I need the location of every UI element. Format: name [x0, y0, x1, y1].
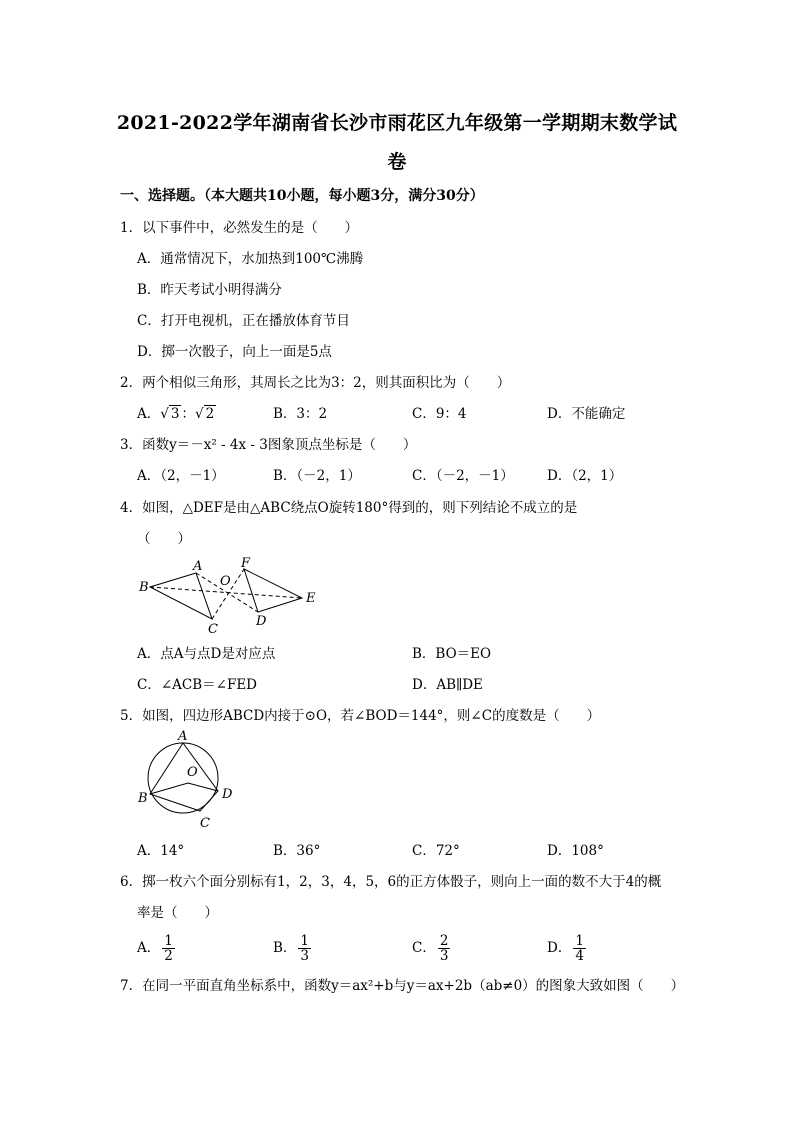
numerator: 2	[439, 933, 449, 949]
option-b: B．3：2	[273, 406, 328, 422]
option-c	[412, 934, 450, 963]
option-c: C．9：4	[412, 406, 467, 422]
fraction	[438, 934, 451, 963]
label-a: A	[178, 729, 188, 744]
question-stem: 1．以下事件中，必然发生的是（ ）	[120, 220, 359, 236]
denominator: 4	[575, 948, 584, 964]
label-o: O	[220, 574, 231, 589]
option-d: D．（2，1）	[547, 468, 623, 484]
question-stem: 6．掷一枚六个面分别标有1，2，3，4，5，6的正方体骰子，则向上一面的数不大于4的概	[120, 874, 662, 890]
option-c: C．（－2，－1）	[412, 468, 514, 484]
numerator: 1	[164, 933, 173, 949]
numerator: 1	[300, 933, 310, 949]
option-a: A．通常情况下，水加热到100℃沸腾	[137, 251, 364, 267]
option-prefix: A．	[137, 940, 161, 956]
question-stem: 3．函数y＝－x² - 4x - 3图象顶点坐标是（ ）	[120, 437, 417, 453]
denominator: 2	[164, 948, 173, 964]
option-b	[273, 934, 311, 963]
question-stem: 5．如图，四边形ABCD内接于⊙O，若∠BOD＝144°，则∠C的度数是（ ）	[120, 708, 601, 724]
label-b: B	[139, 580, 149, 595]
option-prefix: C．	[412, 940, 436, 956]
label-c: C	[200, 816, 210, 831]
option-b: B．昨天考试小明得满分	[137, 282, 282, 298]
label-b: B	[138, 791, 148, 806]
rotation-figure	[130, 555, 330, 635]
option-a: A．14°	[137, 843, 185, 859]
fraction	[573, 934, 586, 963]
question-stem: 2．两个相似三角形，其周长之比为3：2，则其面积比为（ ）	[120, 375, 511, 391]
section-heading: 一、选择题。（本大题共10小题，每小题3分，满分30分）	[120, 188, 484, 204]
option-a	[137, 405, 216, 423]
question-stem-cont: 率是（ ）	[137, 905, 218, 921]
label-e: E	[306, 591, 316, 606]
fraction	[298, 934, 311, 963]
option-b: B．（－2，1）	[273, 468, 361, 484]
triangle-def	[244, 569, 302, 612]
ratio-sep: ：	[181, 406, 195, 422]
sqrt-2: √ 2	[194, 406, 215, 422]
option-a: A．点A与点D是对应点	[137, 646, 276, 662]
option-d: D．AB∥DE	[412, 677, 483, 693]
option-a: A．（2，－1）	[137, 468, 225, 484]
exam-title-line2: 卷	[387, 151, 407, 173]
option-c: C．打开电视机，正在播放体育节目	[137, 313, 350, 329]
question-stem: 7．在同一平面直角坐标系中，函数y＝ax²+b与y＝ax+2b（ab≠0）的图象大致如图（ ）	[120, 978, 685, 994]
radicand: 2	[205, 406, 215, 422]
question-stem-cont: （ ）	[137, 531, 191, 547]
exam-title-line1: 2021-2022学年湖南省长沙市雨花区九年级第一学期期末数学试	[116, 112, 678, 134]
option-prefix: D．	[547, 940, 572, 956]
option-d: D．108°	[547, 843, 604, 859]
question-stem: 4．如图，△DEF是由△ABC绕点O旋转180°得到的，则下列结论不成立的是	[120, 500, 578, 516]
option-prefix: B．	[273, 940, 297, 956]
radii-ob-od	[150, 783, 218, 794]
label-f: F	[241, 556, 251, 571]
label-a: A	[193, 559, 203, 574]
radicand: 3	[170, 406, 180, 422]
label-o: O	[187, 765, 198, 780]
numerator: 1	[575, 933, 584, 949]
option-b: B．BO＝EO	[412, 646, 492, 662]
inscribed-quadrilateral-figure	[130, 728, 250, 836]
option-d: D．掷一次骰子，向上一面是5点	[137, 344, 332, 360]
triangle-abc	[150, 573, 212, 619]
label-c: C	[208, 622, 218, 635]
sqrt-3: √ 3	[160, 406, 180, 422]
option-c: C．72°	[412, 843, 460, 859]
option-prefix: A．	[137, 406, 161, 422]
option-c: C．∠ACB＝∠FED	[137, 677, 257, 693]
option-d: D．不能确定	[547, 406, 626, 422]
label-d: D	[256, 614, 267, 629]
label-d: D	[222, 787, 233, 802]
denominator: 3	[300, 948, 310, 964]
fraction	[162, 934, 175, 963]
option-d	[547, 934, 586, 963]
option-a	[137, 934, 175, 963]
denominator: 3	[439, 948, 449, 964]
option-b: B．36°	[273, 843, 321, 859]
